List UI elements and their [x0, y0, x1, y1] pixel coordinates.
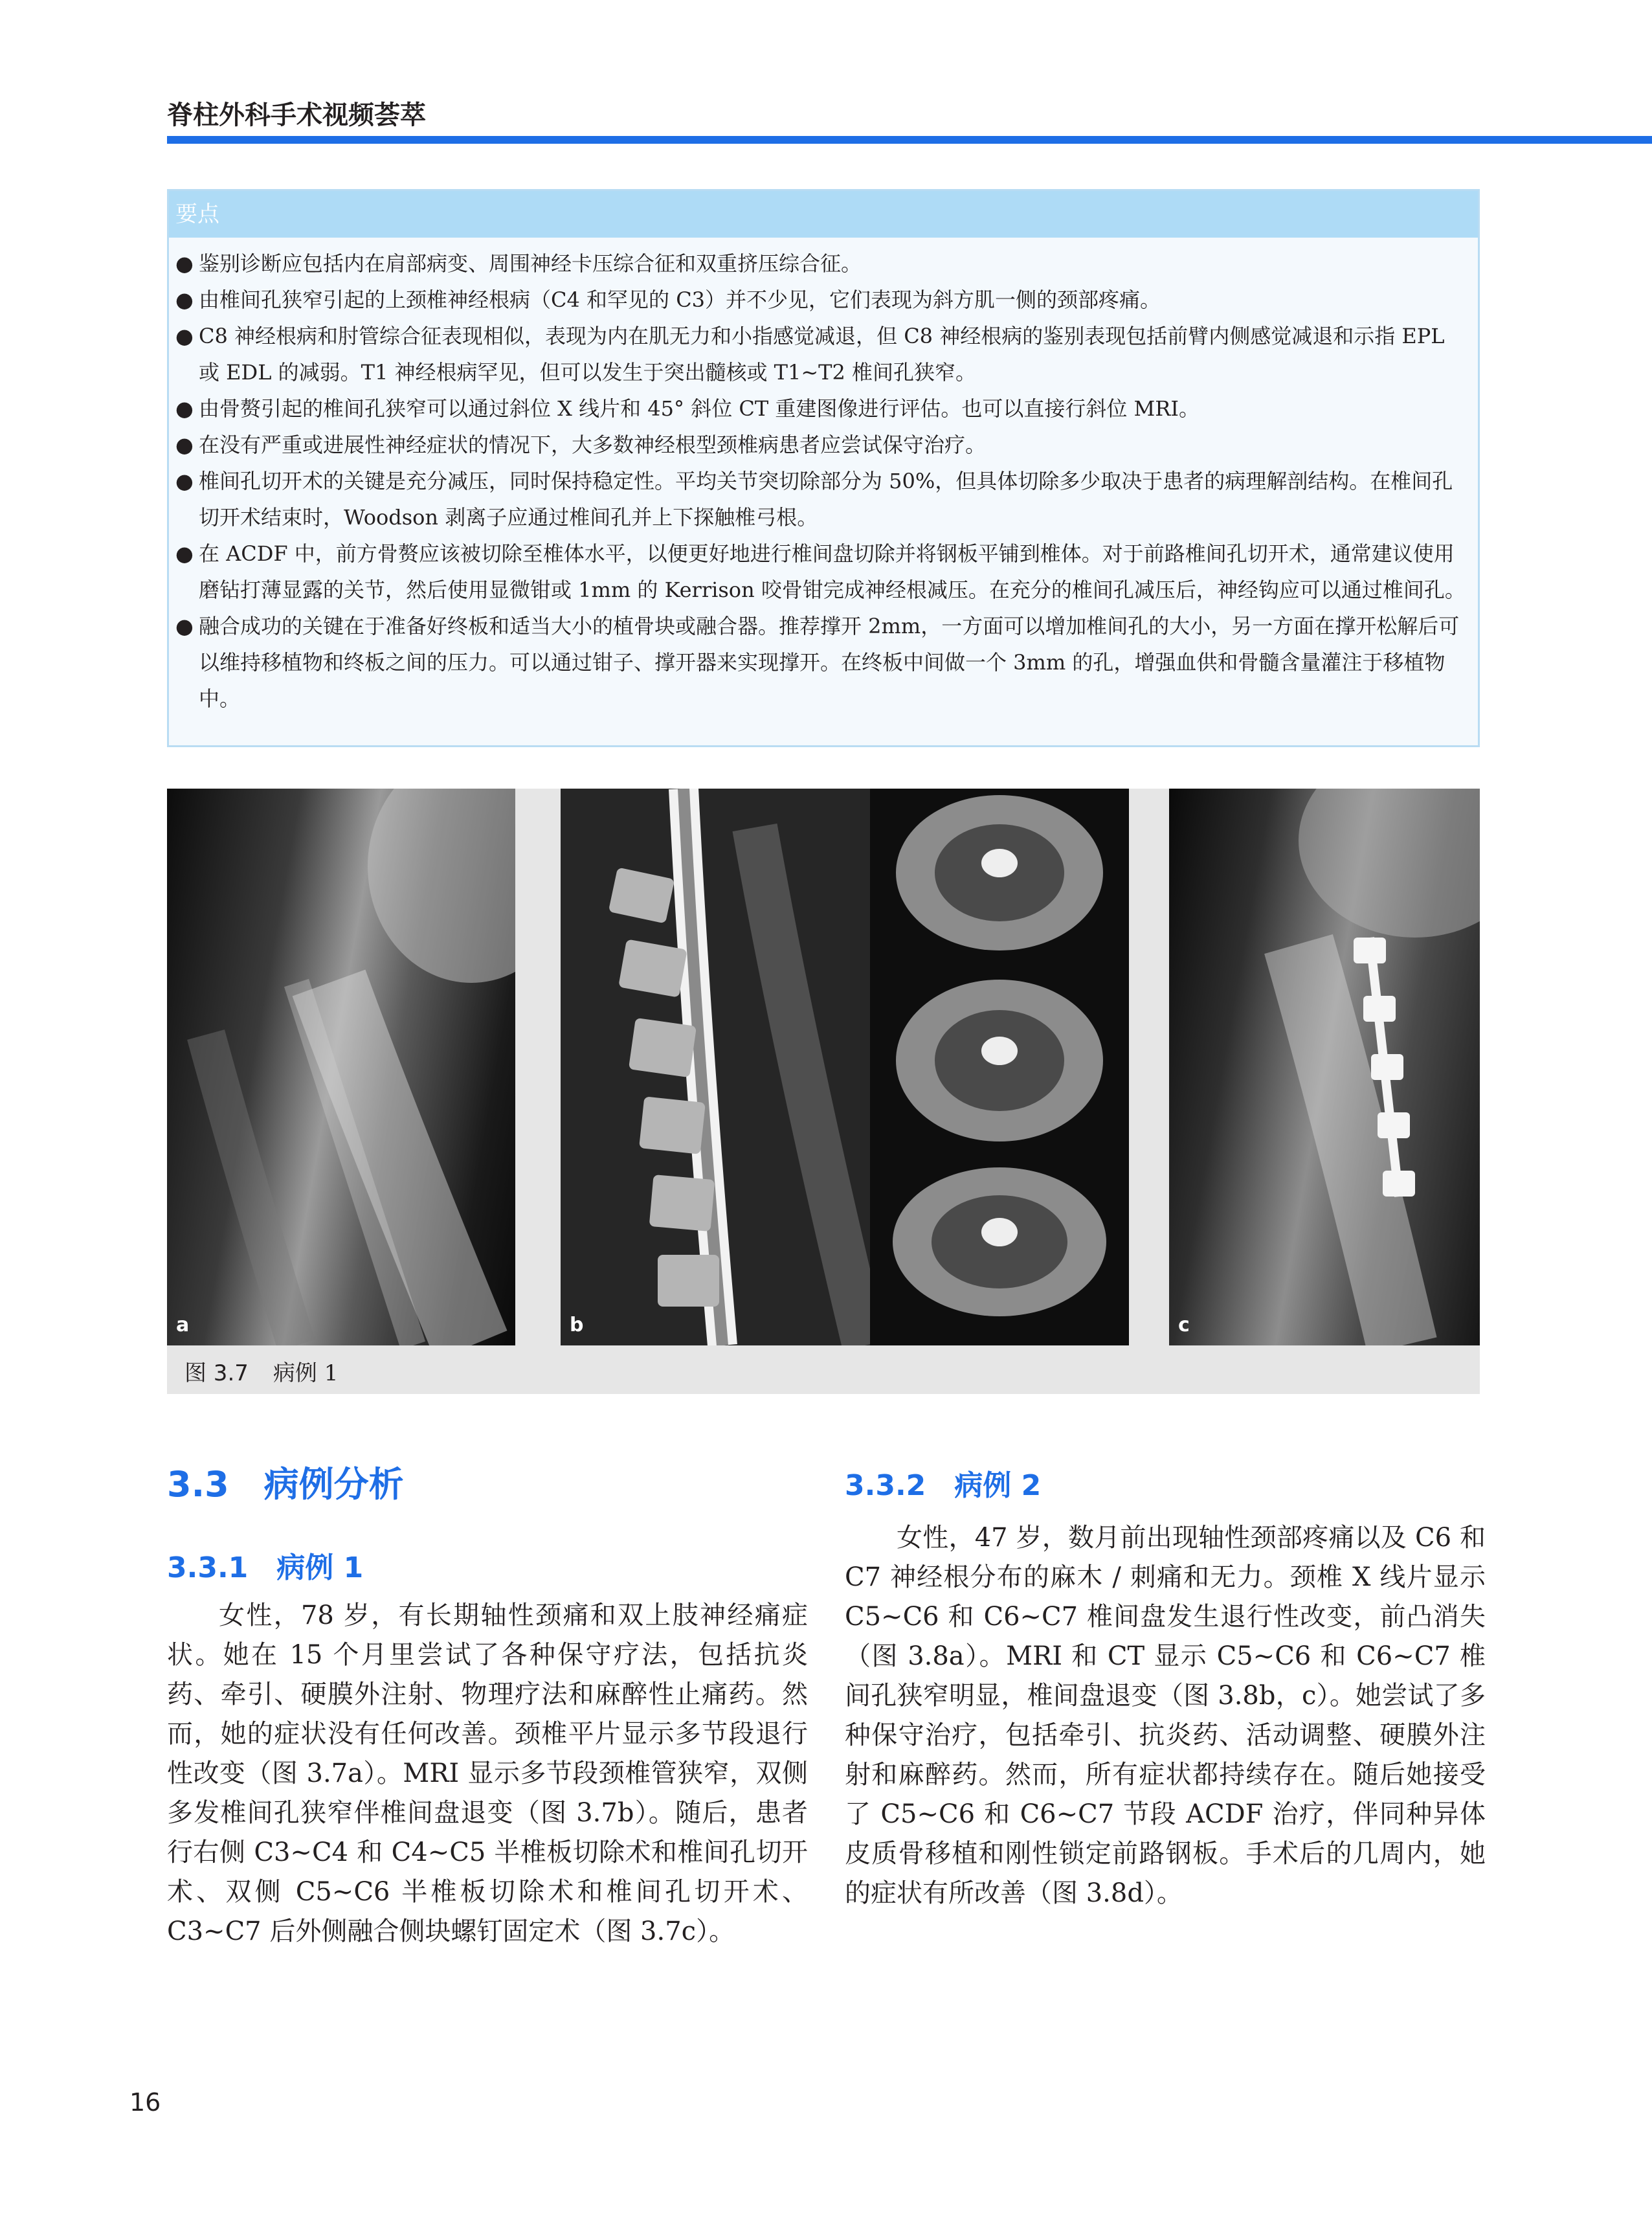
xray-panel-c — [1169, 789, 1480, 1345]
sagittal-mri-image — [561, 789, 870, 1345]
key-point-item — [173, 390, 1471, 427]
bullet-icon: ● — [175, 251, 194, 276]
section-title: 3.3 病例分析 — [167, 1464, 404, 1505]
key-point-text: 椎间孔切开术的关键是充分减压，同时保持稳定性。平均关节突切除部分为 50%，但具体切除多少取决于患者的病理解剖结构。在椎间孔切开术结束时，Woodson 剥离子应通过椎间孔并上下探触椎弓根。 — [199, 469, 1453, 530]
bullet-icon: ● — [175, 614, 194, 638]
mri-axial-stack — [870, 789, 1129, 1345]
bullet-icon: ● — [175, 396, 194, 421]
key-point-text: 在 ACDF 中，前方骨赘应该被切除至椎体水平，以便更好地进行椎间盘切除并将钢板平铺到椎体。对于前路椎间孔切开术，通常建议使用磨钻打薄显露的关节，然后使用显微钳或 1mm 的 Kerrison 咬骨钳完成神经根减压。在充分的椎间孔减压后，神经钩应可以通过椎间孔。 — [199, 541, 1466, 602]
bullet-icon: ● — [175, 324, 194, 348]
key-point-text: 在没有严重或进展性神经症状的情况下，大多数神经根型颈椎病患者应尝试保守治疗。 — [199, 433, 987, 457]
key-point-text: 由骨赘引起的椎间孔狭窄可以通过斜位 X 线片和 45° 斜位 CT 重建图像进行评估。也可以直接行斜位 MRI。 — [199, 396, 1200, 421]
caption-number: 图 3.7 — [184, 1360, 249, 1386]
postop-xray-image — [1169, 789, 1480, 1345]
key-point-item — [173, 427, 1471, 463]
key-point-text: 融合成功的关键在于准备好终板和适当大小的植骨块或融合器。推荐撑开 2mm，一方面可以增加椎间孔的大小，另一方面在撑开松解后可以维持移植物和终板之间的压力。可以通过钳子、撑开器来实现撑开。在终板中间做一个 3mm 的孔，增强血供和骨髓含量灌注于移植物中。 — [199, 614, 1460, 711]
key-point-item — [173, 318, 1471, 390]
case1-title: 3.3.1 病例 1 — [167, 1551, 364, 1584]
case1-text: 女性，78 岁，有长期轴性颈痛和双上肢神经痛症状。她在 15 个月里尝试了各种保守疗法，包括抗炎药、牵引、硬膜外注射、物理疗法和麻醉性止痛药。然而，她的症状没有任何改善。颈椎平片显示多节段退行性改变（图 3.7a）。MRI 显示多节段颈椎管狭窄，双侧多发椎间孔狭窄伴椎间盘退变（图 3.7b）。随后，患者行右侧 C3~C4 和 C4~C5 半椎板切除术和椎间孔切开术、双侧 C5~C6 半椎板切除术和椎间孔切开术、C3~C7 后外侧融合侧块螺钉固定术（图 3.7c）。 — [167, 1601, 808, 1946]
key-points-list — [173, 245, 1471, 717]
figure-caption — [184, 1355, 338, 1387]
key-point-text: C8 神经根病和肘管综合征表现相似，表现为内在肌无力和小指感觉减退，但 C8 神经根病的鉴别表现包括前臂内侧感觉减退和示指 EPL 或 EDL 的减弱。T1 神经根病罕见，但可以发生于突出髓核或 T1~T2 椎间孔狭窄。 — [199, 324, 1445, 385]
mri-panel-b — [561, 789, 870, 1345]
key-point-text: 鉴别诊断应包括内在肩部病变、周围神经卡压综合征和双重挤压综合征。 — [199, 251, 862, 276]
key-point-item — [173, 535, 1471, 608]
panel-label-b: b — [570, 1314, 584, 1336]
caption-text: 病例 1 — [273, 1360, 339, 1386]
bullet-icon: ● — [175, 469, 194, 493]
case2-text: 女性，47 岁，数月前出现轴性颈部疼痛以及 C6 和 C7 神经根分布的麻木 / 刺痛和无力。颈椎 X 线片显示 C5~C6 和 C6~C7 椎间盘发生退行性改变，前凸消失（图 3.8a）。MRI 和 CT 显示 C5~C6 和 C6~C7 椎间孔狭窄明显，椎间盘退变（图 3.8b，c）。她尝试了多种保守治疗，包括牵引、抗炎药、活动调整、硬膜外注射和麻醉药。然而，所有症状都持续存在。随后她接受了 C5~C6 和 C6~C7 节段 ACDF 治疗，伴同种异体皮质骨移植和刚性锁定前路钢板。手术后的几周内，她的症状有所改善（图 3.8d）。 — [845, 1523, 1486, 1908]
cervical-spine-xray-image — [167, 789, 515, 1345]
running-header: 脊柱外科手术视频荟萃 — [167, 100, 426, 130]
axial-mri-images — [870, 789, 1129, 1345]
key-points-heading: 要点 — [169, 191, 1478, 238]
figure-3-7 — [167, 789, 1480, 1394]
xray-panel-a — [167, 789, 515, 1345]
bullet-icon: ● — [175, 433, 194, 457]
header-rule — [167, 136, 1652, 144]
key-point-text: 由椎间孔狭窄引起的上颈椎神经根病（C4 和罕见的 C3）并不少见，它们表现为斜方肌一侧的颈部疼痛。 — [199, 287, 1161, 312]
panel-label-a: a — [176, 1314, 190, 1336]
key-point-item — [173, 245, 1471, 282]
panel-label-c: c — [1178, 1314, 1190, 1336]
bullet-icon: ● — [175, 287, 194, 312]
case2-title: 3.3.2 病例 2 — [845, 1469, 1042, 1502]
bullet-icon: ● — [175, 541, 194, 566]
key-point-item — [173, 463, 1471, 535]
key-points-box — [167, 189, 1480, 747]
page-number: 16 — [129, 2088, 161, 2117]
key-point-item — [173, 608, 1471, 717]
key-point-item — [173, 282, 1471, 318]
